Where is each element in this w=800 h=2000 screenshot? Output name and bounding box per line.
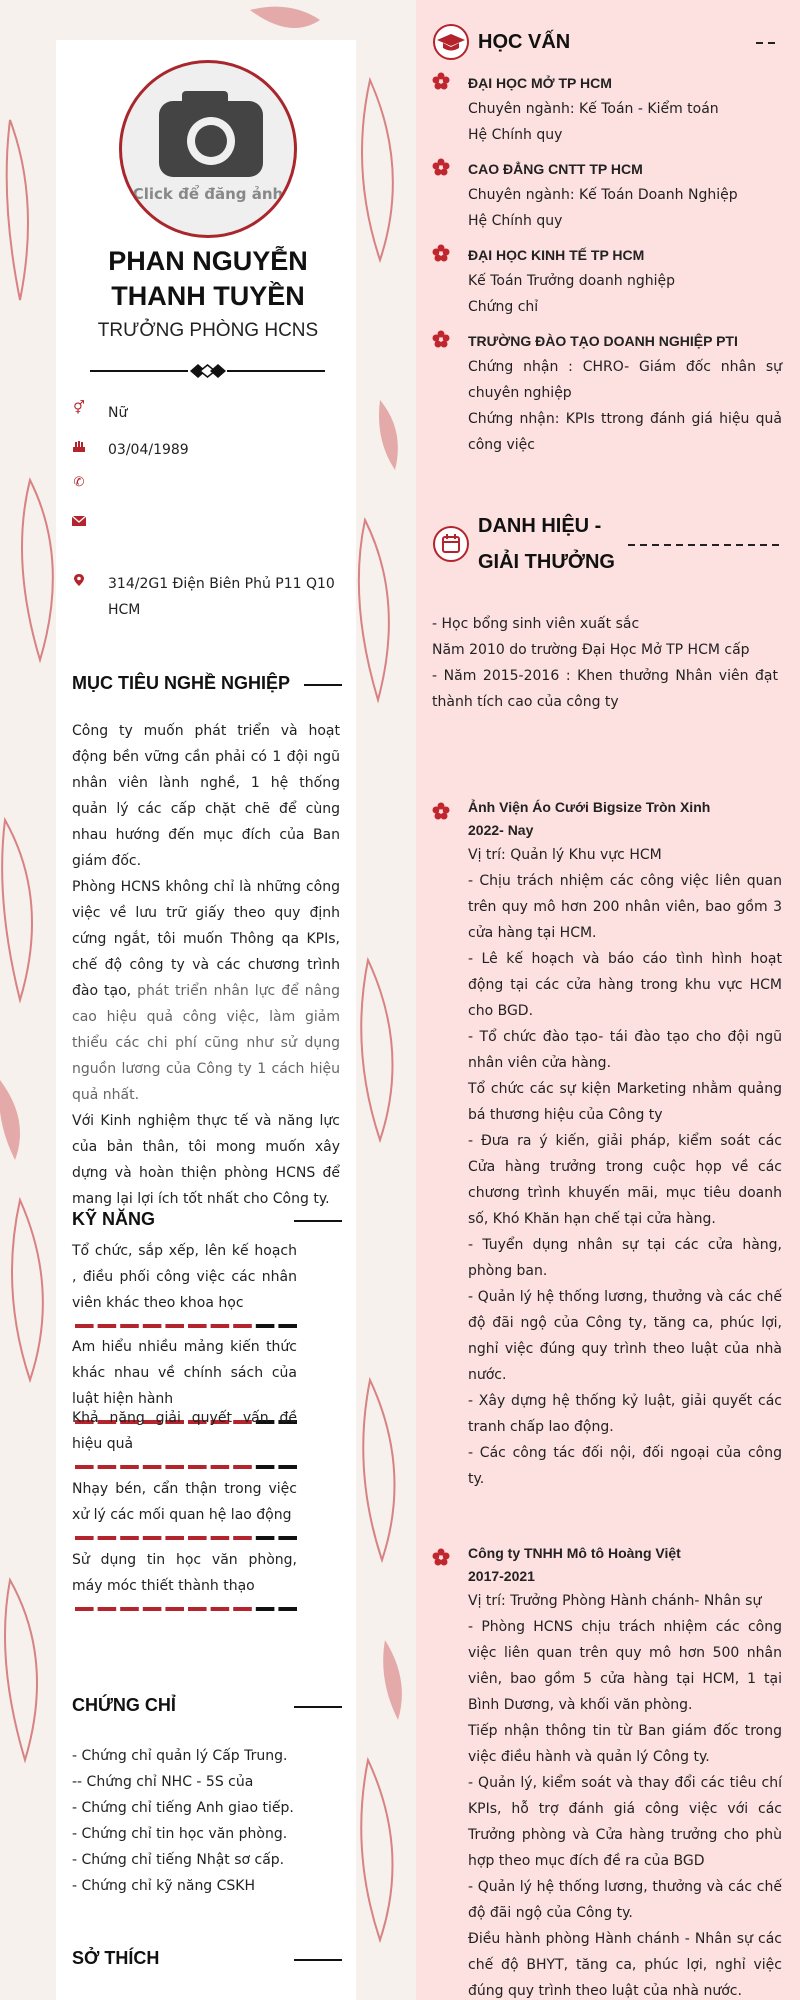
skill-level-segment bbox=[256, 1465, 275, 1469]
experience-item: Ảnh Viện Áo Cưới Bigsize Tròn Xinh 2022- Nay Vị trí: Quản lý Khu vực HCM - Chịu trách nhiệm các công việc liên quan trên quy mô hơn 200 nhân viên, bao gồm 3 cửa hàng tại HCM. - Lê kế hoạch và báo cáo tình hình hoạt động tại các cửa hàng trong khu vực HCM cho BGD. - Tổ chức đào tạo- tái đào tạo cho đội ngũ nhân viên cửa hàng. Tổ chức các sự kiện Marketing nhằm quảng bá thương hiệu của Công ty - Đưa ra ý kiến, giải pháp, kiểm soát các Cửa hàng trưởng trong cuộc họp về các chương trình khuyến mãi, mục tiêu doanh số, Khó Khăn hạn chế tại cửa hàng. - Tuyển dụng nhân sự tại các cửa hàng, phòng ban. - Quản lý hệ thống lương, thưởng và các chế độ đãi ngộ của Công ty, tăng ca, phúc lợi, nghỉ việc đúng quy trình theo luật của nhà nước. - Xây dựng hệ thống kỷ luật, giải quyết các tranh chấp lao động. - Các công tác đối nội, đối ngoại của công ty. bbox=[432, 796, 782, 1492]
flower-bullet-icon bbox=[432, 330, 450, 348]
education-item: TRƯỜNG ĐÀO TẠO DOANH NGHIỆP PTI Chứng nhận : CHRO- Giám đốc nhân sự chuyên nghiệp Chứng nhận: KPIs ttrong đánh giá hiệu quả công việc bbox=[432, 328, 782, 458]
skill-level-segment bbox=[188, 1607, 207, 1611]
skill-level-segment bbox=[120, 1324, 139, 1328]
certificate-item: - Chứng chỉ tiếng Anh giao tiếp. bbox=[72, 1800, 294, 1816]
birthday-cake-icon bbox=[72, 439, 86, 453]
skill-label: Khả năng giải quyết vấn đề hiệu quả bbox=[72, 1410, 297, 1452]
education-heading: HỌC VẤN bbox=[478, 31, 571, 53]
skill-level-segment bbox=[256, 1324, 275, 1328]
skill-level-segment bbox=[98, 1607, 117, 1611]
skill-level-segment bbox=[165, 1465, 184, 1469]
flower-bullet-icon bbox=[432, 158, 450, 176]
skill-label: Tổ chức, sắp xếp, lên kế hoạch , điều phối công việc các nhân viên khác theo khoa học bbox=[72, 1243, 297, 1311]
skill-level-segment bbox=[165, 1324, 184, 1328]
skill-level-segment bbox=[120, 1465, 139, 1469]
graduation-cap-icon bbox=[433, 24, 469, 60]
skill-level-segment bbox=[143, 1536, 162, 1540]
envelope-icon bbox=[72, 514, 86, 528]
certificates-list bbox=[72, 1743, 340, 1899]
education-item: ĐẠI HỌC KINH TẾ TP HCM Kế Toán Trưởng doanh nghiệp Chứng chỉ bbox=[432, 242, 782, 320]
phone-icon: ✆ bbox=[73, 475, 85, 490]
skill-label: Sử dụng tin học văn phòng, máy móc thiết thành thạo bbox=[72, 1552, 297, 1594]
skill-level-segment bbox=[278, 1465, 297, 1469]
flower-bullet-icon bbox=[432, 1548, 450, 1566]
flower-bullet-icon bbox=[432, 802, 450, 820]
calendar-award-icon bbox=[433, 526, 469, 562]
full-name: PHAN NGUYỄN THANH TUYỀN bbox=[108, 246, 308, 311]
certificate-item: -- Chứng chỉ NHC - 5S của bbox=[72, 1774, 254, 1790]
skill-level-segment bbox=[211, 1536, 230, 1540]
job-title: TRƯỞNG PHÒNG HCNS bbox=[97, 320, 319, 341]
education-item: CAO ĐẲNG CNTT TP HCM Chuyên ngành: Kế Toán Doanh Nghiệp Hệ Chính quy bbox=[432, 156, 782, 234]
awards-heading-rule bbox=[628, 544, 780, 546]
skill-level-segment bbox=[120, 1607, 139, 1611]
camera-icon bbox=[122, 63, 297, 238]
awards-text: - Học bổng sinh viên xuất sắc Năm 2010 do trường Đại Học Mở TP HCM cấp - Năm 2015-2016 : Khen thưởng Nhân viên đạt thành tích cao của công ty bbox=[432, 616, 778, 710]
skill-label: Am hiểu nhiều mảng kiến thức khác nhau về chính sách của luật hiện hành bbox=[72, 1339, 297, 1407]
skill-level-segment bbox=[278, 1324, 297, 1328]
skill-level-segment bbox=[211, 1465, 230, 1469]
skill-level-segment bbox=[75, 1465, 94, 1469]
flower-bullet-icon bbox=[432, 244, 450, 262]
skill-label: Nhạy bén, cẩn thận trong việc xử lý các mối quan hệ lao động bbox=[72, 1481, 297, 1523]
skill-level-segment bbox=[233, 1607, 252, 1611]
flower-bullet-icon bbox=[432, 72, 450, 90]
skill-level-bar bbox=[75, 1536, 297, 1540]
skill-level-segment bbox=[75, 1607, 94, 1611]
skill-level-bar bbox=[75, 1607, 297, 1611]
skill-level-segment bbox=[211, 1607, 230, 1611]
photo-caption: Click để đăng ảnh bbox=[132, 185, 284, 203]
certificate-item: - Chứng chỉ tin học văn phòng. bbox=[72, 1826, 288, 1842]
skill-level-segment bbox=[120, 1536, 139, 1540]
skill-level-segment bbox=[165, 1536, 184, 1540]
skill-level-segment bbox=[256, 1607, 275, 1611]
name-divider bbox=[90, 363, 325, 379]
skill-level-segment bbox=[98, 1324, 117, 1328]
gender-icon: ⚥ bbox=[73, 401, 85, 416]
skill-level-segment bbox=[233, 1465, 252, 1469]
experience-item: Công ty TNHH Mô tô Hoàng Việt 2017-2021 Vị trí: Trưởng Phòng Hành chánh- Nhân sự - Phòng HCNS chịu trách nhiệm các công việc liên quan trên quy mô hơn 500 nhân viên, bao gồm 5 cửa hàng tại HCM, 1 tại Bình Dương, và khối văn phòng. Tiếp nhận thông tin từ Ban giám đốc trong việc điều hành và quản lý Công ty. - Quản lý, kiểm soát và thay đổi các tiêu chí KPIs, hỗ trợ đánh giá công việc với các Trưởng phòng và Cửa hàng trưởng cho phù hợp theo mục đích đề ra của BGD - Quản lý hệ thống lương, thưởng và các chế độ đãi ngộ của Công ty. Điều hành phòng Hành chánh - Nhân sự các chế độ BHYT, tăng ca, phúc lợi, nghỉ việc đúng quy trình theo luật của nhà nước. bbox=[432, 1542, 782, 2000]
objective-heading: MỤC TIÊU NGHỀ NGHIỆP bbox=[72, 673, 342, 694]
skill-level-segment bbox=[278, 1536, 297, 1540]
skill-level-segment bbox=[188, 1465, 207, 1469]
skill-level-segment bbox=[75, 1536, 94, 1540]
skill-level-segment bbox=[75, 1324, 94, 1328]
skill-level-segment bbox=[165, 1607, 184, 1611]
certificates-heading: CHỨNG CHỈ bbox=[72, 1695, 342, 1716]
certificate-item: - Chứng chỉ kỹ năng CSKH bbox=[72, 1878, 256, 1894]
skill-level-segment bbox=[188, 1324, 207, 1328]
objective-text: Công ty muốn phát triển và hoạt động bền vững cần phải có 1 đội ngũ nhân viên lành nghề, 1 hệ thống quản lý các cấp chặt chẽ để cùng nhau hướng đến mục đích của Ban giám đốc. Phòng HCNS không chỉ là những công việc về lưu trữ giấy theo quy định cứng ngắt, tôi muốn Thông qa KPIs, chế độ công ty và các chương trình đào tạo, phát triển nhân lực để nâng cao hiệu quả công việc, làm giảm thiểu các chi phí cũng như sử dụng nguồn lương của Công ty 1 cách hiệu quả nhất. Với Kinh nghiệm thực tế và năng lực của bản thân, tôi mong muốn xây dựng và hoàn thiện phòng HCNS để mang lại lợi ích tốt nhất cho Công ty. bbox=[72, 723, 340, 1207]
certificate-item: - Chứng chỉ tiếng Nhật sơ cấp. bbox=[72, 1852, 285, 1868]
hobbies-heading: SỞ THÍCH bbox=[72, 1948, 342, 1969]
skill-level-segment bbox=[188, 1536, 207, 1540]
skill-level-segment bbox=[233, 1536, 252, 1540]
skill-level-segment bbox=[98, 1536, 117, 1540]
awards-heading: DANH HIỆU - GIẢI THƯỞNG bbox=[478, 515, 615, 573]
skill-level-segment bbox=[143, 1465, 162, 1469]
skill-level-segment bbox=[143, 1324, 162, 1328]
skill-level-segment bbox=[233, 1324, 252, 1328]
skill-level-bar bbox=[75, 1465, 297, 1469]
profile-photo-placeholder[interactable] bbox=[119, 60, 297, 238]
skill-level-segment bbox=[278, 1607, 297, 1611]
certificate-item: - Chứng chỉ quản lý Cấp Trung. bbox=[72, 1748, 288, 1764]
skills-heading: KỸ NĂNG bbox=[72, 1209, 342, 1230]
education-heading-rule bbox=[756, 42, 780, 44]
location-pin-icon bbox=[72, 573, 86, 587]
skill-level-segment bbox=[98, 1465, 117, 1469]
skill-level-segment bbox=[256, 1536, 275, 1540]
education-item: ĐẠI HỌC MỞ TP HCM Chuyên ngành: Kế Toán - Kiểm toán Hệ Chính quy bbox=[432, 70, 782, 148]
skill-level-bar bbox=[75, 1324, 297, 1328]
skill-level-segment bbox=[143, 1607, 162, 1611]
skill-level-segment bbox=[211, 1324, 230, 1328]
